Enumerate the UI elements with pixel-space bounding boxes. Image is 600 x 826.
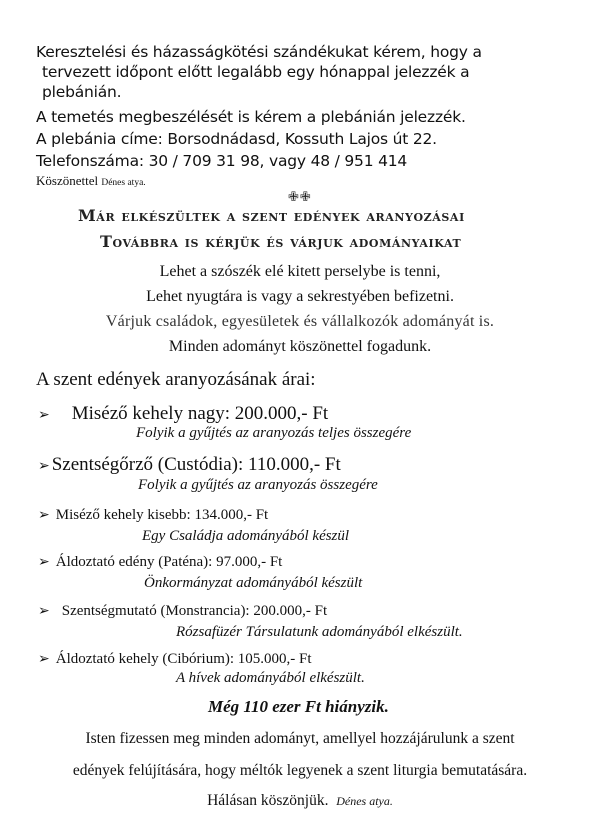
donation-info-3: Várjuk családok, egyesületek és vállalkozók adományát is.	[105, 313, 495, 330]
arrow-bullet-icon: ➢	[38, 408, 50, 423]
heading-gilding-done: Már elkészültek a szent edények aranyozásai	[78, 206, 465, 225]
closing-signature: Dénes atya.	[336, 794, 393, 808]
price-item-note: Egy Családja adományából készül	[142, 528, 350, 544]
price-item-note: Önkormányzat adományából készült	[144, 575, 363, 591]
arrow-bullet-icon: ➢	[38, 652, 50, 667]
price-item-1	[38, 403, 328, 425]
price-item-label: Szentségőrző (Custódia): 110.000,- Ft	[51, 454, 341, 475]
price-item-note: Folyik a gyűjtés az aranyozás összegére	[138, 477, 378, 493]
missing-amount: Még 110 ezer Ft hiányzik.	[208, 697, 389, 716]
arrow-bullet-icon: ➢	[38, 508, 50, 523]
intro-signature	[36, 173, 146, 189]
address-line: A plebánia címe: Borsodnádasd, Kossuth Lajos út 22.	[36, 130, 437, 148]
price-item-6	[38, 651, 312, 668]
thanks-text: Köszönettel	[36, 173, 99, 188]
price-item-label: Áldoztató edény (Paténa): 97.000,- Ft	[55, 554, 283, 570]
intro-line-1: Keresztelési és házasságkötési szándékukat kérem, hogy a	[36, 43, 482, 61]
funeral-line: A temetés megbeszélését is kérem a plebánián jelezzék.	[36, 108, 466, 126]
arrow-bullet-icon: ➢	[38, 555, 50, 570]
arrow-bullet-icon: ➢	[38, 459, 50, 474]
price-item-label: Áldoztató kehely (Cibórium): 105.000,- Ft	[55, 651, 312, 667]
price-item-note: A hívek adományából elkészült.	[176, 670, 365, 686]
price-item-5	[38, 603, 327, 620]
donation-info-2: Lehet nyugtára is vagy a sekrestyében befizetni.	[146, 288, 454, 305]
donation-info-4: Minden adományt köszönettel fogadunk.	[168, 338, 432, 355]
price-item-label: Miséző kehely nagy: 200.000,- Ft	[71, 403, 329, 424]
price-item-label: Miséző kehely kisebb: 134.000,- Ft	[55, 507, 269, 523]
price-item-2	[38, 454, 341, 476]
price-item-note: Rózsafüzér Társulatunk adományából elkészült.	[176, 624, 463, 640]
closing-line-1: Isten fizessen meg minden adományt, amellyel hozzájárulunk a szent	[85, 730, 515, 747]
price-item-label: Szentségmutató (Monstrancia): 200.000,- Ft	[61, 603, 328, 619]
price-item-3	[38, 507, 268, 524]
signature-text: Dénes atya.	[101, 178, 146, 188]
closing-thanks	[0, 792, 600, 810]
heading-donations: Továbbra is kérjük és várjuk adományaikat	[100, 232, 462, 251]
closing-thanks-text: Hálásan köszönjük.	[207, 792, 329, 809]
intro-line-3: plebánián.	[42, 83, 122, 101]
prices-title: A szent edények aranyozásának árai:	[36, 369, 316, 390]
donation-info-1: Lehet a szószék elé kitett perselybe is tenni,	[159, 263, 441, 280]
cross-icon: ✙✙	[288, 189, 312, 204]
price-item-4	[38, 554, 282, 571]
arrow-bullet-icon: ➢	[38, 604, 50, 619]
phone-line: Telefonszáma: 30 / 709 31 98, vagy 48 / 951 414	[36, 152, 408, 170]
price-item-note: Folyik a gyűjtés az aranyozás teljes összegére	[136, 425, 412, 441]
closing-line-2: edények felújítására, hogy méltók legyenek a szent liturgia bemutatására.	[72, 762, 528, 779]
intro-line-2: tervezett időpont előtt legalább egy hónappal jelezzék a	[42, 63, 470, 81]
